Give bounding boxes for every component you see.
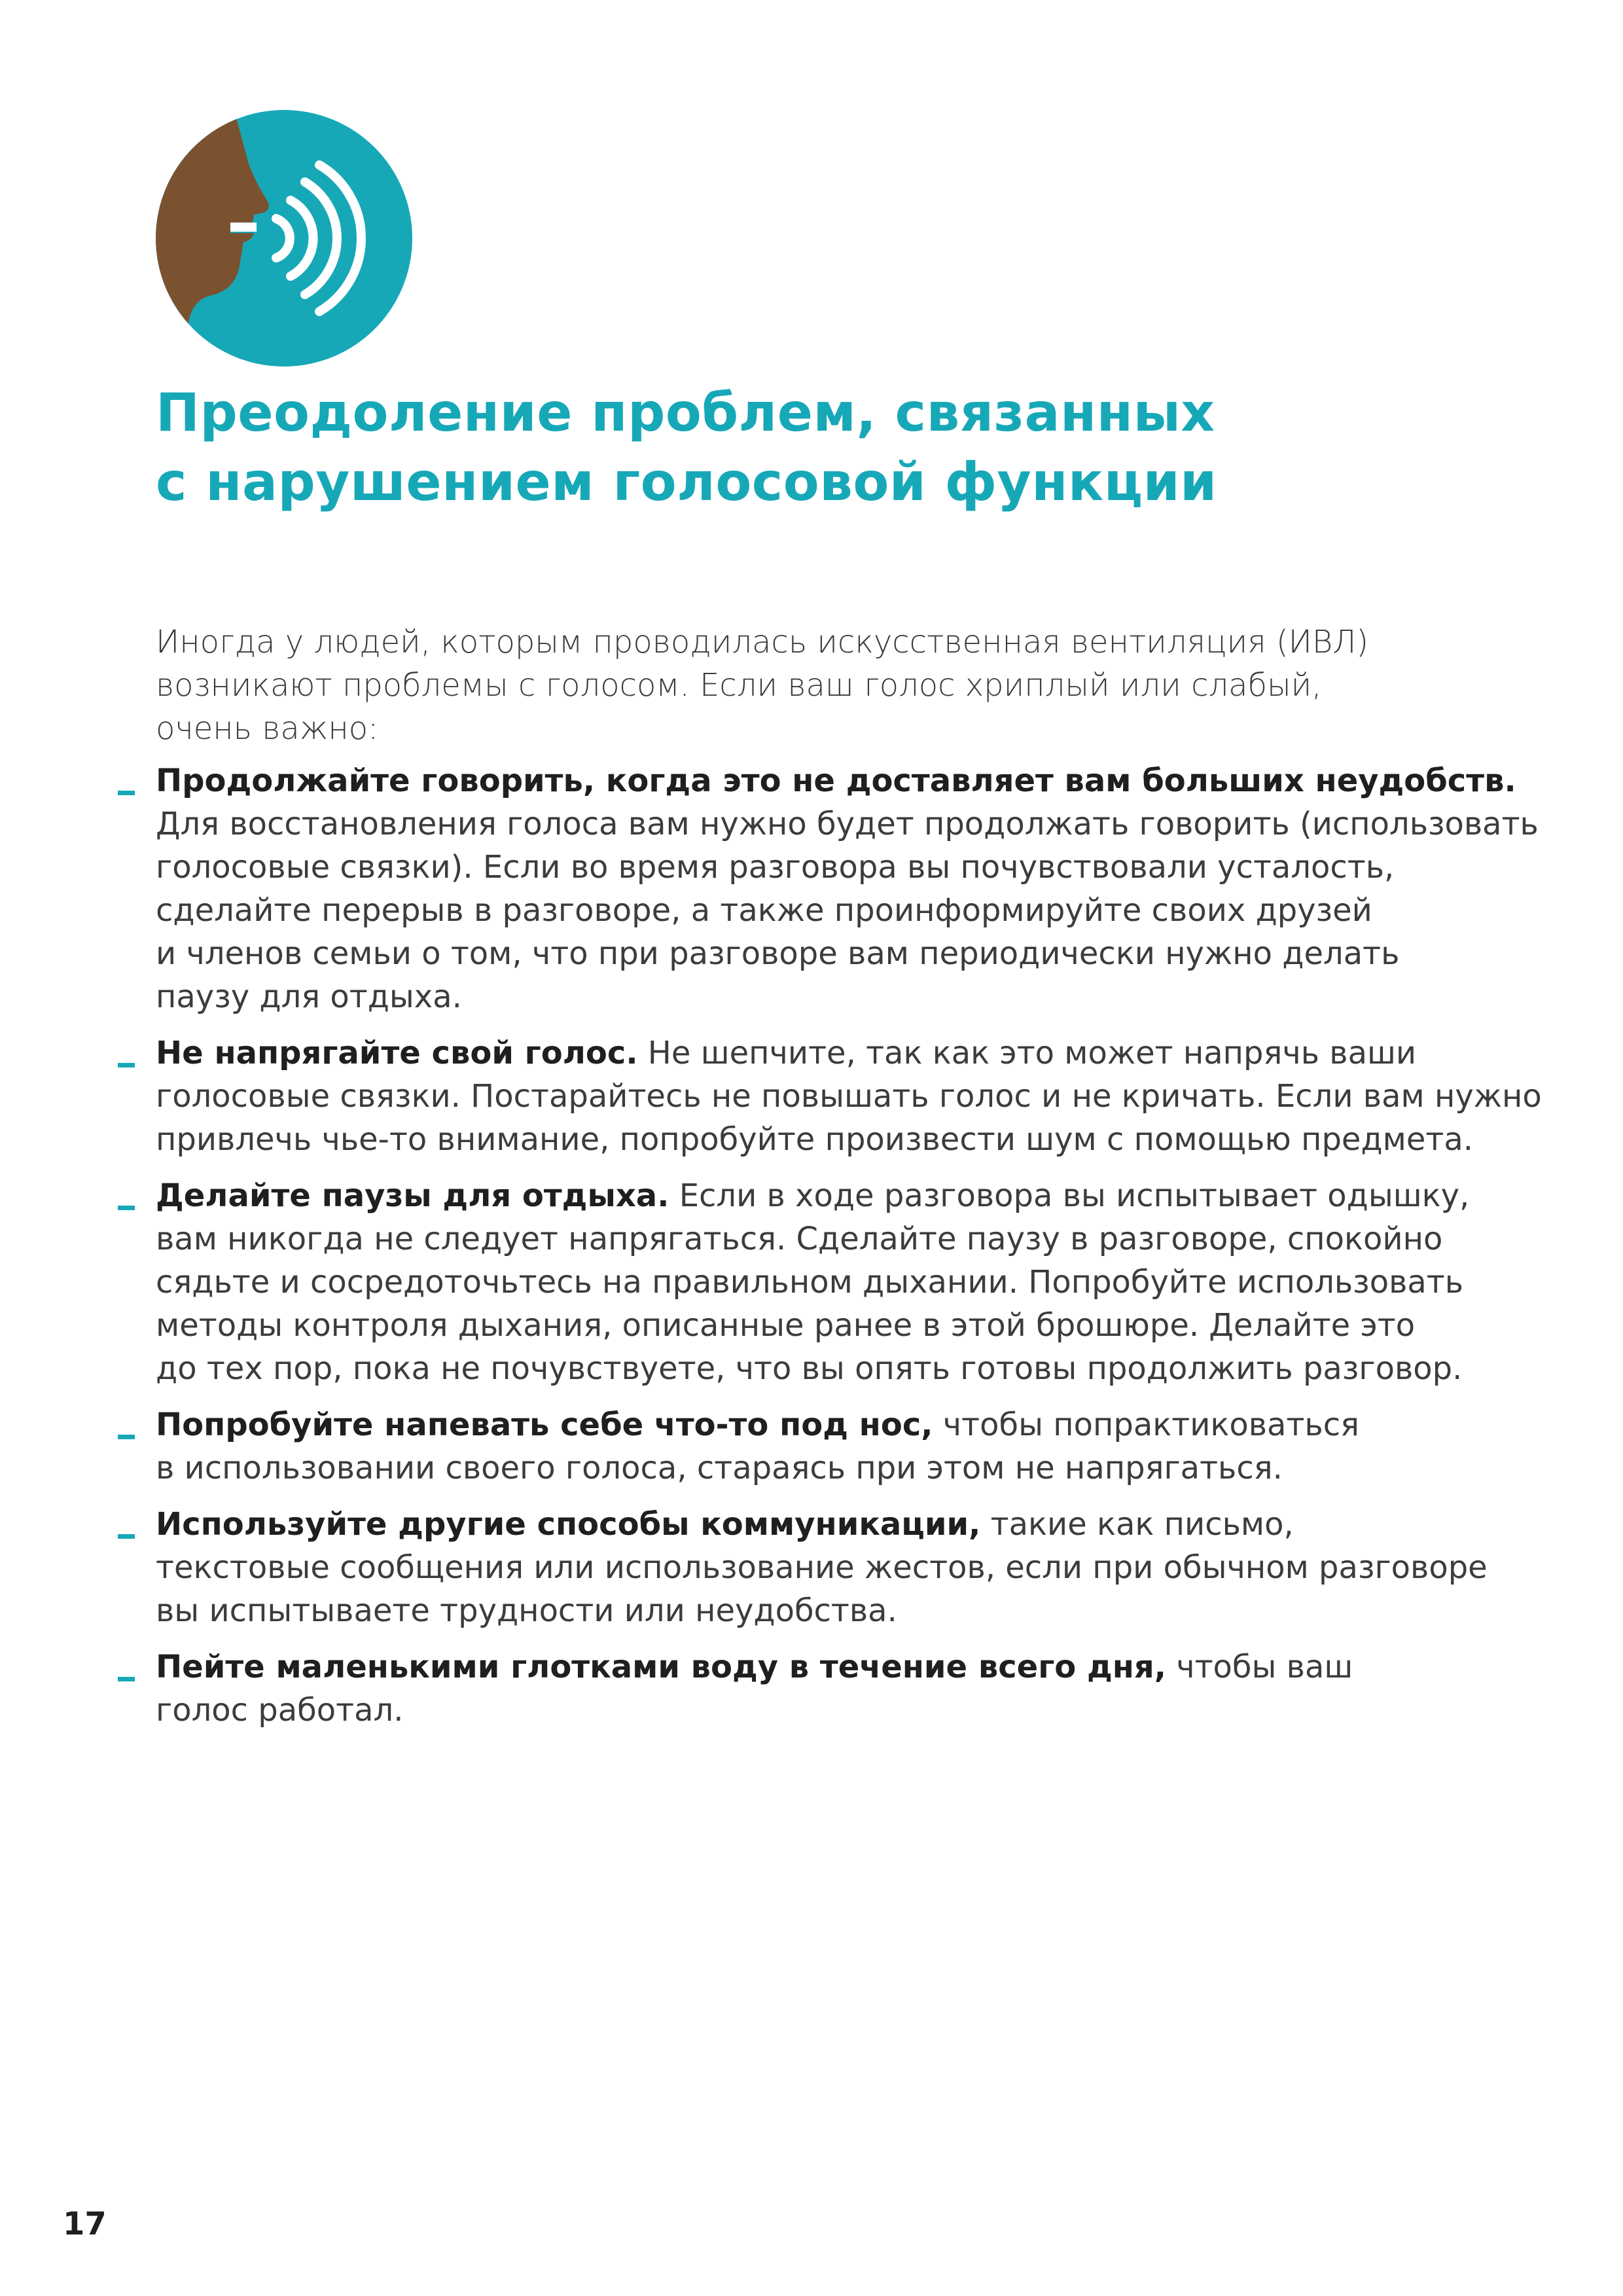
tip-line: вам никогда не следует напрягаться. Сделайте паузу в разговоре, спокойно bbox=[156, 1221, 1443, 1257]
tip-line: методы контроля дыхания, описанные ранее в этой брошюре. Делайте это bbox=[156, 1307, 1416, 1344]
tip-item bbox=[118, 1174, 1542, 1390]
intro-line: Иногда у людей, которым проводилась искусственная вентиляция (ИВЛ) bbox=[156, 624, 1369, 660]
bullet-dash-icon bbox=[118, 1677, 135, 1681]
tip-item bbox=[118, 1403, 1542, 1490]
bullet-dash-icon bbox=[118, 1534, 135, 1539]
tip-line: текстовые сообщения или использование жестов, если при обычном разговоре bbox=[156, 1549, 1488, 1586]
tip-line: Не напрягайте свой голос. Не шепчите, так как это может напрячь ваши bbox=[156, 1035, 1417, 1071]
tip-line: вы испытываете трудности или неудобства. bbox=[156, 1592, 897, 1629]
tips-list bbox=[118, 759, 1542, 1745]
page-title bbox=[156, 378, 1530, 517]
tip-line: Продолжайте говорить, когда это не доставляет вам больших неудобств. bbox=[156, 762, 1516, 799]
tip-line: в использовании своего голоса, стараясь при этом не напрягаться. bbox=[156, 1450, 1283, 1486]
intro-line: возникают проблемы с голосом. Если ваш голос хриплый или слабый, bbox=[156, 667, 1322, 704]
tip-item bbox=[118, 1503, 1542, 1632]
bullet-dash-icon bbox=[118, 791, 135, 795]
tip-line: до тех пор, пока не почувствуете, что вы опять готовы продолжить разговор. bbox=[156, 1350, 1463, 1387]
intro-line: очень важно: bbox=[156, 710, 379, 747]
intro-paragraph bbox=[156, 620, 1368, 750]
tip-line: голосовые связки). Если во время разговора вы почувствовали усталость, bbox=[156, 849, 1395, 886]
title-line: Преодоление проблем, связанных bbox=[156, 382, 1215, 443]
tip-item bbox=[118, 1031, 1542, 1161]
tip-item bbox=[118, 759, 1542, 1018]
tip-line: сделайте перерыв в разговоре, а также проинформируйте своих друзей bbox=[156, 892, 1372, 929]
tip-line: голос работал. bbox=[156, 1692, 404, 1729]
bullet-dash-icon bbox=[118, 1063, 135, 1067]
tip-line: и членов семьи о том, что при разговоре вам периодически нужно делать bbox=[156, 935, 1400, 972]
bullet-dash-icon bbox=[118, 1435, 135, 1439]
tip-line: привлечь чье-то внимание, попробуйте произвести шум с помощью предмета. bbox=[156, 1121, 1474, 1158]
page-number: 17 bbox=[63, 2206, 107, 2242]
tip-line: Для восстановления голоса вам нужно будет продолжать говорить (использовать bbox=[156, 806, 1539, 842]
tip-line: Пейте маленькими глотками воду в течение всего дня, чтобы ваш bbox=[156, 1649, 1353, 1685]
tip-line: голосовые связки. Постарайтесь не повышать голос и не кричать. Если вам нужно bbox=[156, 1078, 1542, 1115]
tip-line: Делайте паузы для отдыха. Если в ходе разговора вы испытывает одышку, bbox=[156, 1177, 1470, 1214]
speaking-head-icon bbox=[156, 110, 412, 367]
bullet-dash-icon bbox=[118, 1206, 135, 1210]
tip-line: Попробуйте напевать себе что-то под нос, чтобы попрактиковаться bbox=[156, 1407, 1359, 1443]
tip-line: сядьте и сосредоточьтесь на правильном дыхании. Попробуйте использовать bbox=[156, 1264, 1464, 1300]
tip-line: паузу для отдыха. bbox=[156, 978, 462, 1015]
tip-item bbox=[118, 1645, 1542, 1732]
tip-line: Используйте другие способы коммуникации, такие как письмо, bbox=[156, 1506, 1294, 1543]
title-line: с нарушением голосовой функции bbox=[156, 452, 1217, 512]
